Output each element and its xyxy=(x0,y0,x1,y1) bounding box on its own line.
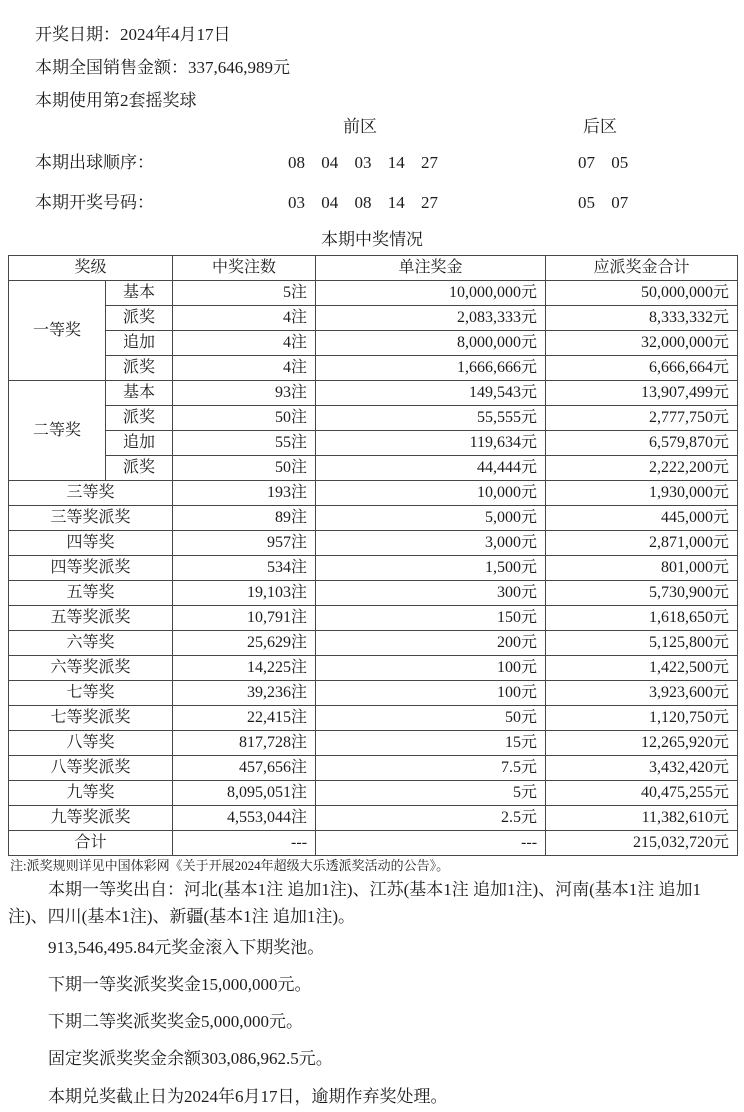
prize-table-row xyxy=(9,731,738,756)
prize-table-row xyxy=(9,556,738,581)
table-cell: 4注 xyxy=(173,306,316,331)
table-cell: 1,930,000元 xyxy=(546,481,738,506)
prize-table-row xyxy=(9,681,738,706)
prize-table-row xyxy=(9,406,738,431)
table-cell: 50注 xyxy=(173,456,316,481)
prize-table-row xyxy=(9,581,738,606)
table-cell: --- xyxy=(173,831,316,856)
table-cell: 1,500元 xyxy=(316,556,546,581)
prize-table-row xyxy=(9,281,738,306)
prize-table-row xyxy=(9,431,738,456)
fixed-prize-bonus-balance-paragraph: 固定奖派奖奖金余额303,086,962.5元。 xyxy=(48,1049,333,1068)
table-cell: 派奖 xyxy=(106,456,173,481)
table-cell: 193注 xyxy=(173,481,316,506)
table-cell: 8,095,051注 xyxy=(173,781,316,806)
table-cell: 六等奖 xyxy=(9,631,173,656)
prize-table-row xyxy=(9,706,738,731)
prize-table-row xyxy=(9,456,738,481)
front-zone-label: 前区 xyxy=(343,117,377,136)
table-cell: 追加 xyxy=(106,331,173,356)
winning-back-numbers: 05 07 xyxy=(578,193,629,212)
table-cell: --- xyxy=(316,831,546,856)
table-cell: 8,333,332元 xyxy=(546,306,738,331)
table-cell: 32,000,000元 xyxy=(546,331,738,356)
table-cell: 四等奖派奖 xyxy=(9,556,173,581)
table-cell: 4,553,044注 xyxy=(173,806,316,831)
table-cell: 5注 xyxy=(173,281,316,306)
draw-order-front-numbers: 08 04 03 14 27 xyxy=(288,153,438,172)
prize-table xyxy=(8,255,738,856)
next-first-prize-bonus-paragraph: 下期一等奖派奖奖金15,000,000元。 xyxy=(48,975,312,994)
table-cell: 四等奖 xyxy=(9,531,173,556)
table-cell: 八等奖派奖 xyxy=(9,756,173,781)
prize-table-row xyxy=(9,756,738,781)
table-cell: 1,618,650元 xyxy=(546,606,738,631)
table-cell: 5,000元 xyxy=(316,506,546,531)
prize-table-row xyxy=(9,831,738,856)
table-cell: 15元 xyxy=(316,731,546,756)
table-cell: 11,382,610元 xyxy=(546,806,738,831)
table-cell: 19,103注 xyxy=(173,581,316,606)
table-cell: 6,579,870元 xyxy=(546,431,738,456)
prize-table-title: 本期中奖情况 xyxy=(321,230,423,249)
table-cell: 合计 xyxy=(9,831,173,856)
table-cell: 817,728注 xyxy=(173,731,316,756)
next-second-prize-bonus-paragraph: 下期二等奖派奖奖金5,000,000元。 xyxy=(48,1012,303,1031)
ball-set-line: 本期使用第2套摇奖球 xyxy=(35,91,197,110)
table-cell: 派奖 xyxy=(106,406,173,431)
table-cell: 2,222,200元 xyxy=(546,456,738,481)
table-cell: 2.5元 xyxy=(316,806,546,831)
prize-table-body xyxy=(9,256,738,856)
table-cell: 10,000,000元 xyxy=(316,281,546,306)
table-cell: 149,543元 xyxy=(316,381,546,406)
payout-rules-note: 注:派奖规则详见中国体彩网《关于开展2024年超级大乐透派奖活动的公告》。 xyxy=(10,858,450,873)
table-cell: 55注 xyxy=(173,431,316,456)
column-header: 单注奖金 xyxy=(316,256,546,281)
table-cell: 215,032,720元 xyxy=(546,831,738,856)
table-cell: 七等奖派奖 xyxy=(9,706,173,731)
table-cell: 六等奖派奖 xyxy=(9,656,173,681)
winning-front-numbers: 03 04 08 14 27 xyxy=(288,193,438,212)
draw-date-line: 开奖日期：2024年4月17日 xyxy=(35,25,231,44)
table-cell: 12,265,920元 xyxy=(546,731,738,756)
table-cell: 55,555元 xyxy=(316,406,546,431)
first-prize-provinces-paragraph: 本期一等奖出自：河北(基本1注 追加1注)、江苏(基本1注 追加1注)、河南(基本1注 追加1注)、四川(基本1注)、新疆(基本1注 追加1注)。 xyxy=(8,880,702,926)
table-cell: 457,656注 xyxy=(173,756,316,781)
table-cell: 4注 xyxy=(173,331,316,356)
table-cell: 3,432,420元 xyxy=(546,756,738,781)
table-cell: 九等奖派奖 xyxy=(9,806,173,831)
table-cell: 追加 xyxy=(106,431,173,456)
table-cell: 44,444元 xyxy=(316,456,546,481)
table-cell: 基本 xyxy=(106,381,173,406)
table-cell: 2,777,750元 xyxy=(546,406,738,431)
table-cell: 派奖 xyxy=(106,356,173,381)
table-cell: 89注 xyxy=(173,506,316,531)
table-cell: 150元 xyxy=(316,606,546,631)
draw-order-label: 本期出球顺序： xyxy=(35,153,154,172)
table-cell: 三等奖派奖 xyxy=(9,506,173,531)
table-cell: 1,666,666元 xyxy=(316,356,546,381)
table-cell: 50注 xyxy=(173,406,316,431)
winning-numbers-label: 本期开奖号码： xyxy=(35,193,154,212)
table-cell: 13,907,499元 xyxy=(546,381,738,406)
prize-table-row xyxy=(9,331,738,356)
prize-table-row xyxy=(9,531,738,556)
table-cell: 14,225注 xyxy=(173,656,316,681)
table-cell: 119,634元 xyxy=(316,431,546,456)
table-cell: 10,000元 xyxy=(316,481,546,506)
table-cell: 39,236注 xyxy=(173,681,316,706)
table-cell: 2,083,333元 xyxy=(316,306,546,331)
table-cell: 二等奖 xyxy=(9,381,106,481)
table-cell: 八等奖 xyxy=(9,731,173,756)
table-cell: 3,000元 xyxy=(316,531,546,556)
claim-deadline-paragraph: 本期兑奖截止日为2024年6月17日，逾期作弃奖处理。 xyxy=(48,1087,448,1106)
table-cell: 25,629注 xyxy=(173,631,316,656)
table-cell: 957注 xyxy=(173,531,316,556)
column-header: 应派奖金合计 xyxy=(546,256,738,281)
table-cell: 七等奖 xyxy=(9,681,173,706)
prize-table-row xyxy=(9,631,738,656)
table-cell: 7.5元 xyxy=(316,756,546,781)
table-cell: 五等奖派奖 xyxy=(9,606,173,631)
prize-table-row xyxy=(9,806,738,831)
table-cell: 基本 xyxy=(106,281,173,306)
table-cell: 5元 xyxy=(316,781,546,806)
prize-table-header-row xyxy=(9,256,738,281)
back-zone-label: 后区 xyxy=(583,117,617,136)
table-cell: 5,125,800元 xyxy=(546,631,738,656)
draw-order-back-numbers: 07 05 xyxy=(578,153,629,172)
table-cell: 534注 xyxy=(173,556,316,581)
prize-table-row xyxy=(9,506,738,531)
table-cell: 10,791注 xyxy=(173,606,316,631)
table-cell: 3,923,600元 xyxy=(546,681,738,706)
prize-table-row xyxy=(9,306,738,331)
prize-table-row xyxy=(9,481,738,506)
table-cell: 三等奖 xyxy=(9,481,173,506)
prize-table-row xyxy=(9,606,738,631)
prize-table-row xyxy=(9,656,738,681)
table-cell: 2,871,000元 xyxy=(546,531,738,556)
table-cell: 九等奖 xyxy=(9,781,173,806)
column-header: 奖级 xyxy=(9,256,173,281)
table-cell: 93注 xyxy=(173,381,316,406)
table-cell: 100元 xyxy=(316,656,546,681)
table-cell: 派奖 xyxy=(106,306,173,331)
table-cell: 445,000元 xyxy=(546,506,738,531)
table-cell: 8,000,000元 xyxy=(316,331,546,356)
table-cell: 4注 xyxy=(173,356,316,381)
table-cell: 50元 xyxy=(316,706,546,731)
table-cell: 300元 xyxy=(316,581,546,606)
table-cell: 6,666,664元 xyxy=(546,356,738,381)
table-cell: 22,415注 xyxy=(173,706,316,731)
rollover-jackpot-paragraph: 913,546,495.84元奖金滚入下期奖池。 xyxy=(48,938,325,957)
prize-table-row xyxy=(9,381,738,406)
table-cell: 801,000元 xyxy=(546,556,738,581)
table-cell: 1,422,500元 xyxy=(546,656,738,681)
table-cell: 200元 xyxy=(316,631,546,656)
column-header: 中奖注数 xyxy=(173,256,316,281)
table-cell: 50,000,000元 xyxy=(546,281,738,306)
prize-table-row xyxy=(9,356,738,381)
table-cell: 五等奖 xyxy=(9,581,173,606)
sales-amount-line: 本期全国销售金额：337,646,989元 xyxy=(35,58,290,77)
table-cell: 40,475,255元 xyxy=(546,781,738,806)
prize-table-row xyxy=(9,781,738,806)
table-cell: 5,730,900元 xyxy=(546,581,738,606)
table-cell: 1,120,750元 xyxy=(546,706,738,731)
table-cell: 100元 xyxy=(316,681,546,706)
table-cell: 一等奖 xyxy=(9,281,106,381)
